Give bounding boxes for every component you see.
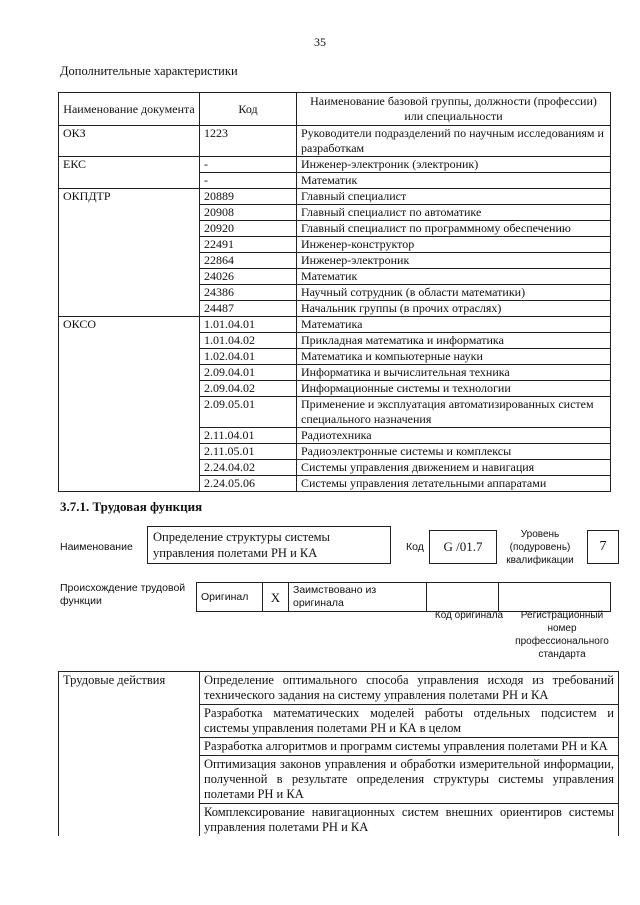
name-cell: Математика (297, 317, 611, 333)
code-cell: 2.11.04.01 (200, 428, 297, 444)
action-item: Разработка алгоритмов и программ системы управления полетами РН и КА (200, 738, 619, 756)
table-row (59, 157, 611, 173)
name-cell: Начальник группы (в прочих отраслях) (297, 301, 611, 317)
name-cell: Руководители подразделений по научным исследованиям и разработкам (297, 126, 611, 157)
doc-cell (59, 460, 200, 476)
doc-cell: ОКПДТР (59, 189, 200, 205)
table-row (59, 221, 611, 237)
doc-cell (59, 333, 200, 349)
table-row (59, 397, 611, 428)
name-cell: Информационные системы и технологии (297, 381, 611, 397)
doc-cell: ОКСО (59, 317, 200, 333)
doc-cell (59, 269, 200, 285)
code-cell: 2.09.05.01 (200, 397, 297, 428)
table-row (59, 237, 611, 253)
name-cell: Математик (297, 269, 611, 285)
reg-number-cell (499, 583, 611, 612)
code-cell: 20908 (200, 205, 297, 221)
function-name-box: Определение структуры системы управления полетами РН и КА (147, 526, 391, 564)
code-cell: 22491 (200, 237, 297, 253)
table-row (59, 205, 611, 221)
code-cell: 24386 (200, 285, 297, 301)
original-code-cell (427, 583, 499, 612)
name-cell: Математик (297, 173, 611, 189)
table-row (59, 126, 611, 157)
table-row (59, 428, 611, 444)
table-header-row (59, 93, 611, 126)
doc-cell (59, 365, 200, 381)
table-row (59, 381, 611, 397)
name-cell: Применение и эксплуатация автоматизированных систем специального назначения (297, 397, 611, 428)
doc-cell (59, 428, 200, 444)
table-row (59, 301, 611, 317)
doc-cell (59, 237, 200, 253)
doc-cell (59, 253, 200, 269)
name-cell: Научный сотрудник (в области математики) (297, 285, 611, 301)
code-label: Код (406, 541, 424, 553)
name-cell: Прикладная математика и информатика (297, 333, 611, 349)
name-cell: Инженер-электроник (электроник) (297, 157, 611, 173)
code-cell: 20889 (200, 189, 297, 205)
table-row (59, 349, 611, 365)
doc-cell (59, 301, 200, 317)
doc-cell (59, 221, 200, 237)
original-label: Оригинал (197, 583, 263, 612)
table-row (59, 253, 611, 269)
original-code-caption: Код оригинала (434, 610, 504, 621)
code-cell: 22864 (200, 253, 297, 269)
table-row (59, 333, 611, 349)
table-row (59, 317, 611, 333)
origin-label: Происхождение трудовой функции (60, 582, 186, 607)
code-cell: 2.24.05.06 (200, 476, 297, 492)
table-row (59, 460, 611, 476)
doc-cell (59, 285, 200, 301)
table-row (59, 269, 611, 285)
action-item: Комплексирование навигационных систем внешних ориентиров системы управления полетами РН и КА (200, 804, 619, 837)
function-code-box: G /01.7 (429, 530, 497, 564)
name-cell: Радиоэлектронные системы и комплексы (297, 444, 611, 460)
section-heading: Дополнительные характеристики (60, 64, 238, 78)
name-label: Наименование (60, 541, 133, 553)
section-title: 3.7.1. Трудовая функция (60, 499, 203, 514)
name-cell: Инженер-электроник (297, 253, 611, 269)
code-cell: 2.09.04.01 (200, 365, 297, 381)
code-cell: - (200, 157, 297, 173)
code-cell: 1.02.04.01 (200, 349, 297, 365)
table-row (59, 285, 611, 301)
level-value-box: 7 (587, 530, 619, 564)
doc-cell (59, 476, 200, 492)
doc-cell (59, 173, 200, 189)
code-cell: 2.11.05.01 (200, 444, 297, 460)
action-item: Определение оптимального способа управления исходя из требований технического задания на систему управления полетами РН и КА (200, 672, 619, 705)
doc-cell: ЕКС (59, 157, 200, 173)
header-name: Наименование базовой группы, должности (профессии) или специальности (297, 93, 611, 126)
name-cell: Главный специалист по автоматике (297, 205, 611, 221)
origin-table (196, 582, 611, 612)
code-cell: 2.24.04.02 (200, 460, 297, 476)
name-cell: Инженер-конструктор (297, 237, 611, 253)
borrowed-label: Заимствовано из оригинала (289, 583, 427, 612)
doc-cell (59, 381, 200, 397)
code-cell: 24487 (200, 301, 297, 317)
action-row (59, 672, 619, 705)
name-cell: Радиотехника (297, 428, 611, 444)
doc-cell: ОКЗ (59, 126, 200, 157)
doc-cell (59, 444, 200, 460)
action-item: Оптимизация законов управления и обработки измерительной информации, полученной в результате определения структуры системы управления полетами РН и КА (200, 756, 619, 804)
code-cell: 1.01.04.01 (200, 317, 297, 333)
code-cell: 2.09.04.02 (200, 381, 297, 397)
table-row (59, 444, 611, 460)
table-row (59, 476, 611, 492)
doc-cell (59, 397, 200, 428)
name-cell: Главный специалист (297, 189, 611, 205)
name-cell: Системы управления движением и навигация (297, 460, 611, 476)
page-number: 35 (314, 35, 326, 49)
code-cell: 1223 (200, 126, 297, 157)
code-cell: 1.01.04.02 (200, 333, 297, 349)
code-cell: 20920 (200, 221, 297, 237)
header-code: Код (200, 93, 297, 126)
level-label: Уровень (подуровень) квалификации (506, 529, 574, 566)
original-mark: X (263, 583, 289, 612)
reg-number-caption: Регистрационный номер профессионального стандарта (515, 610, 609, 660)
name-cell: Информатика и вычислительная техника (297, 365, 611, 381)
action-item: Разработка математических моделей работы отдельных подсистем и системы управления полетами РН и КА в целом (200, 705, 619, 738)
doc-cell (59, 205, 200, 221)
code-cell: - (200, 173, 297, 189)
actions-label: Трудовые действия (59, 672, 200, 837)
header-document: Наименование документа (59, 93, 200, 126)
name-cell: Математика и компьютерные науки (297, 349, 611, 365)
table-row (59, 365, 611, 381)
name-cell: Системы управления летательными аппаратами (297, 476, 611, 492)
table-row (59, 173, 611, 189)
labor-actions-table (58, 671, 619, 836)
code-cell: 24026 (200, 269, 297, 285)
characteristics-table (58, 92, 611, 492)
table-row (59, 189, 611, 205)
doc-cell (59, 349, 200, 365)
name-cell: Главный специалист по программному обеспечению (297, 221, 611, 237)
